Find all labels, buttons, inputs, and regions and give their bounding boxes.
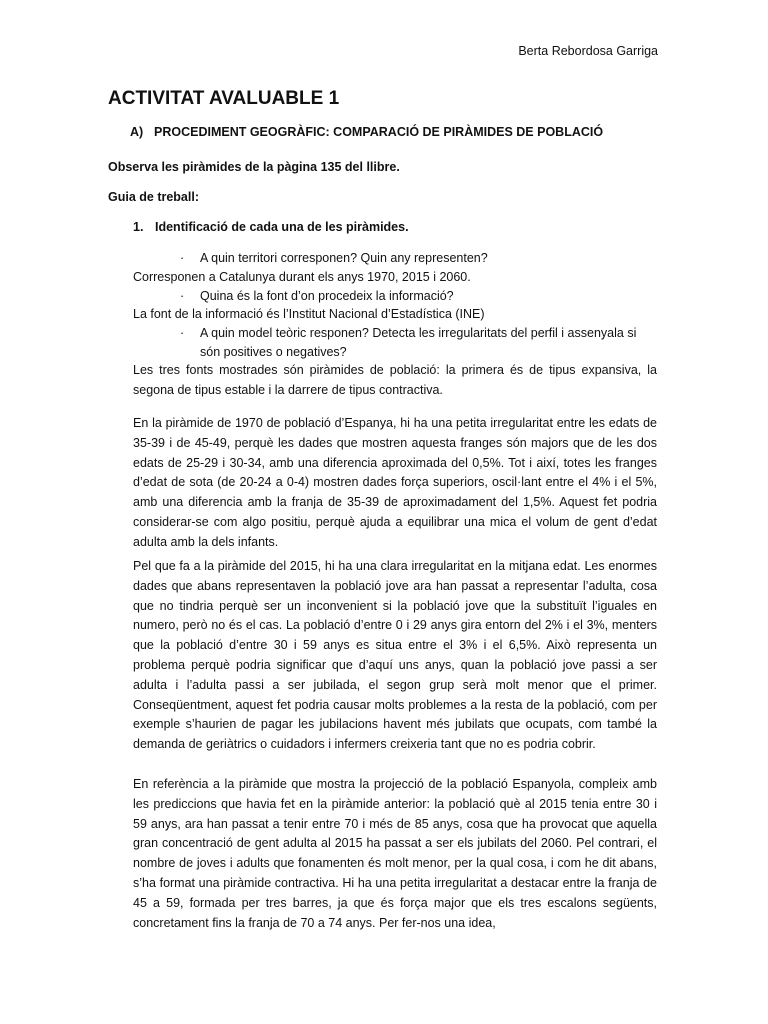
question-1 (180, 251, 488, 265)
list-item-text: Identificació de cada una de les piràmides. (155, 220, 409, 234)
section-heading (130, 125, 603, 139)
paragraph-2015: Pel que fa a la piràmide del 2015, hi ha una clara irregularitat en la mitjana edat. Les enormes dades que abans representaven la població jove ara han passat a representar l’adulta, cosa que no tindria perquè ser un inconvenient si la població jove que la substituït l’iguales en numero, però no és el cas. La població d’entre 0 i 29 anys gira entorn del 2% i el 3%, menters que la població d’entre 30 i 59 anys es situa entre el 3% i el 6,5%. Això representa un problema perquè podria significar que d’aquí uns anys, quan la població jove passi a ser adulta i l’adulta passi a ser jubilada, el segon grup serà molt menor que el primer. Conseqüentment, aquest fet podria causar molts problemes a la resta de la població, com per exemple s’haurien de pagar les jubilacions havent més jubilats que ocupats, com també la demanda de geriàtrics o cuidadors i infermers creixeria tant que no es podria cobrir. (133, 559, 657, 752)
answer-2: La font de la informació és l’Institut Nacional d’Estadística (INE) (133, 307, 485, 321)
bullet-icon: · (180, 289, 185, 303)
question-2-text: Quina és la font d’on procedeix la informació? (200, 289, 454, 303)
instruction-text: Observa les piràmides de la pàgina 135 del llibre. (108, 160, 400, 174)
author-name: Berta Rebordosa Garriga (518, 44, 658, 58)
answer-1: Corresponen a Catalunya durant els anys 1970, 2015 i 2060. (133, 270, 471, 284)
document-title: ACTIVITAT AVALUABLE 1 (108, 88, 340, 109)
bullet-icon: · (180, 326, 185, 340)
section-label: A) (130, 125, 144, 139)
bullet-icon: · (180, 251, 185, 265)
question-3-text: A quin model teòric responen? Detecta les irregularitats del perfil i assenyala si són positives o negatives? (200, 326, 637, 359)
section-text: PROCEDIMENT GEOGRÀFIC: COMPARACIÓ DE PIRÀMIDES DE POBLACIÓ (154, 125, 604, 139)
paragraph-2060: En referència a la piràmide que mostra la projecció de la població Espanyola, compleix amb les prediccions que havia fet en la piràmide anterior: la població què al 2015 tenia entre 30 i 59 anys, ara han passat a tenir entre 70 i més de 85 anys, cosa que ha provocat que aquella gran concentració de gent adulta al 2015 ha passat a ser els jubilats del 2060. Pel contrari, el nombre de joves i adults que fonamenten és molt menor, per la qual cosa, i com he dit abans, s’ha format una piràmide contractiva. Hi ha una petita irregularitat a destacar entre la franja de 45 a 59, formada per tres barres, ja que és força major que els tres escalons següents, concretament fins la franja de 70 a 74 anys. Per fer-nos una idea, (133, 777, 657, 930)
list-item-1 (133, 220, 409, 234)
guide-heading: Guia de treball: (108, 190, 199, 204)
question-2 (180, 289, 454, 303)
answer-3-paragraph: Les tres fonts mostrades són piràmides de població: la primera és de tipus expansiva, la segona de tipus estable i la darrere de tipus contractiva. (133, 363, 657, 397)
paragraph-1970: En la piràmide de 1970 de població d’Espanya, hi ha una petita irregularitat entre les edats de 35-39 i de 45-49, perquè les dades que mostren aquesta franges són majors que de les dos edats de 25-29 i 30-34, amb una diferencia aproximada del 0,5%. Tot i així, totes les franges d’edat de sota (de 20-24 a 0-4) mostren dades força superiors, oscil·lant entre el 4% i el 5%, amb una diferencia amb la franja de 35-39 de aproximadament del 1,5%. Aquest fet podria considerar-se com algo positiu, perquè ajuda a equilibrar una mica el volum de gent d’edat adulta amb la dels infants. (133, 416, 657, 549)
question-3 (180, 324, 658, 362)
list-item-number: 1. (133, 220, 144, 234)
question-1-text: A quin territori corresponen? Quin any representen? (200, 251, 488, 265)
